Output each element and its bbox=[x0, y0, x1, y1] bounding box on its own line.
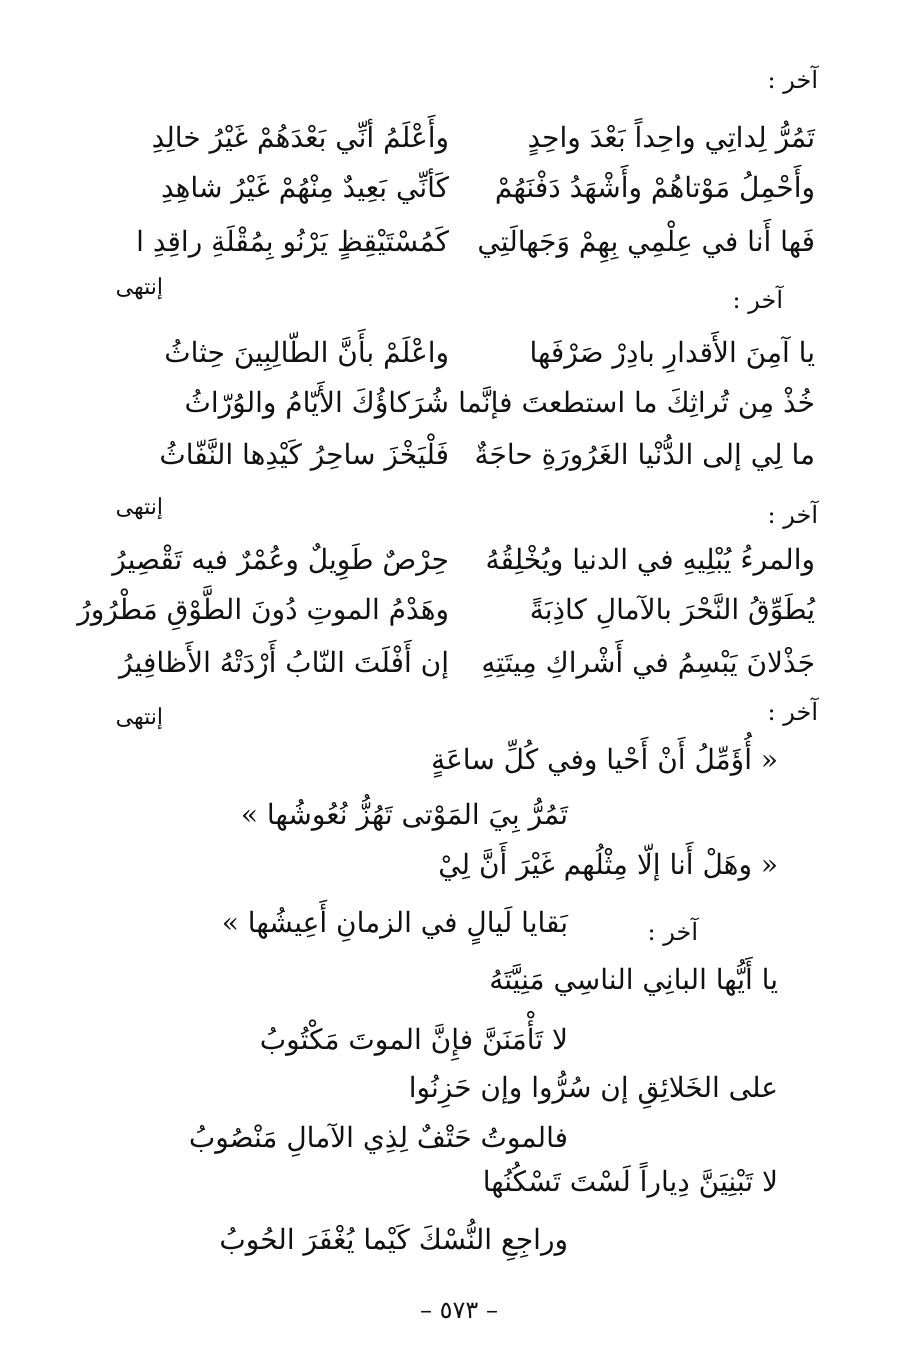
verse-first-hemistich: خُذْ مِن تُراثِكَ ما استطعتَ فإنَّما bbox=[458, 386, 815, 419]
end-marker: إنتهى bbox=[115, 495, 163, 520]
poem-line: لا تَبْنِيَنَّ دِياراً لَسْتَ تَسْكُنُها bbox=[482, 1165, 778, 1198]
poem-heading: آخر : bbox=[732, 286, 783, 314]
poem-line: على الخَلائِقِ إن سُرُّوا وإن حَزِنُوا bbox=[408, 1071, 778, 1104]
verse-second-hemistich: كَأنِّي بَعِيدٌ مِنْهُمْ غَيْرُ شاهِدِ bbox=[160, 171, 449, 204]
poem-line: يا أَيُّها البانِي الناسِي مَنِيَّتَهُ bbox=[489, 963, 778, 996]
poem-line: « وهَلْ أَنا إلّا مِثْلُهم غَيْرَ أَنَّ لِيْ bbox=[438, 848, 778, 881]
verse-first-hemistich: والمرءُ يُبْلِيهِ في الدنيا ويُخْلِقُهُ bbox=[485, 543, 815, 576]
poem-heading: آخر : bbox=[767, 501, 818, 529]
poem-heading: آخر : bbox=[767, 66, 818, 94]
verse-second-hemistich: وهَدْمُ الموتِ دُونَ الطَّوْقِ مَطْرُورُ bbox=[77, 593, 449, 626]
poem-heading: آخر : bbox=[647, 918, 698, 946]
verse-first-hemistich: تَمُرُّ لِداتِي واحِداً بَعْدَ واحِدٍ bbox=[527, 121, 815, 154]
verse-first-hemistich: ما لِي إلى الدُّنْيا الغَرُورَةِ حاجَةٌ bbox=[474, 438, 815, 471]
poem-line: فالموتُ حَتْفٌ لِذِي الآمالِ مَنْصُوبُ bbox=[188, 1121, 568, 1154]
verse-second-hemistich: واعْلَمْ بأَنَّ الطّالِبِينَ حِثاثُ bbox=[164, 336, 449, 369]
verse-second-hemistich: وأَعْلَمُ أنِّي بَعْدَهُمْ غَيْرُ خالِدِ bbox=[151, 121, 449, 154]
verse-second-hemistich: فَلْيَخْزَ ساحِرُ كَيْدِها النَّفّاثُ bbox=[159, 438, 449, 471]
poem-line: لا تَأْمَنَنَّ فإِنَّ الموتَ مَكْتُوبُ bbox=[259, 1023, 568, 1056]
verse-second-hemistich: حِرْصٌ طَوِيلٌ وعُمْرٌ فيه تَقْصِيرُ bbox=[112, 543, 449, 576]
verse-first-hemistich: يا آمِنَ الأَقدارِ بادِرْ صَرْفَها bbox=[529, 336, 815, 369]
verse-first-hemistich: جَذْلانَ يَبْسِمُ في أَشْراكِ مِيتَتِهِ bbox=[481, 646, 815, 679]
poem-line: بَقايا لَيالٍ في الزمانِ أَعِيشُها » bbox=[221, 906, 568, 939]
verse-second-hemistich: إن أَفْلَتَ النّابُ أَرْدَتْهُ الأَظافِيرُ bbox=[119, 646, 449, 679]
poem-heading: آخر : bbox=[767, 698, 818, 726]
poem-line: « أُؤَمِّلُ أَنْ أَحْيا وفي كُلِّ ساعَةٍ bbox=[431, 743, 778, 776]
verse-first-hemistich: وأَحْمِلُ مَوْتاهُمْ وأَشْهَدُ دَفْنَهُمْ bbox=[494, 171, 815, 204]
end-marker: إنتهى bbox=[115, 275, 163, 300]
page-number: – ٥٧٣ – bbox=[420, 1296, 498, 1324]
end-marker: إنتهى bbox=[115, 705, 163, 730]
verse-second-hemistich: شُرَكاؤُكَ الأَيّامُ والوُرّاثُ bbox=[184, 386, 449, 419]
verse-second-hemistich: كَمُسْتَيْقِظٍ يَرْنُو بِمُقْلَةِ راقِدِ ا bbox=[136, 225, 449, 258]
poem-line: وراجِعِ النُّسْكَ كَيْما يُغْفَرَ الحُوبُ bbox=[219, 1223, 568, 1256]
poem-line: تَمُرُّ بِيَ المَوْتى تَهُزُّ نُعُوشُها » bbox=[240, 798, 568, 831]
verse-first-hemistich: فَها أَنا في عِلْمِي بِهِمْ وَجَهالَتِي bbox=[477, 225, 815, 258]
verse-first-hemistich: يُطَوِّقُ النَّحْرَ بالآمالِ كاذِبَةً bbox=[529, 593, 815, 626]
